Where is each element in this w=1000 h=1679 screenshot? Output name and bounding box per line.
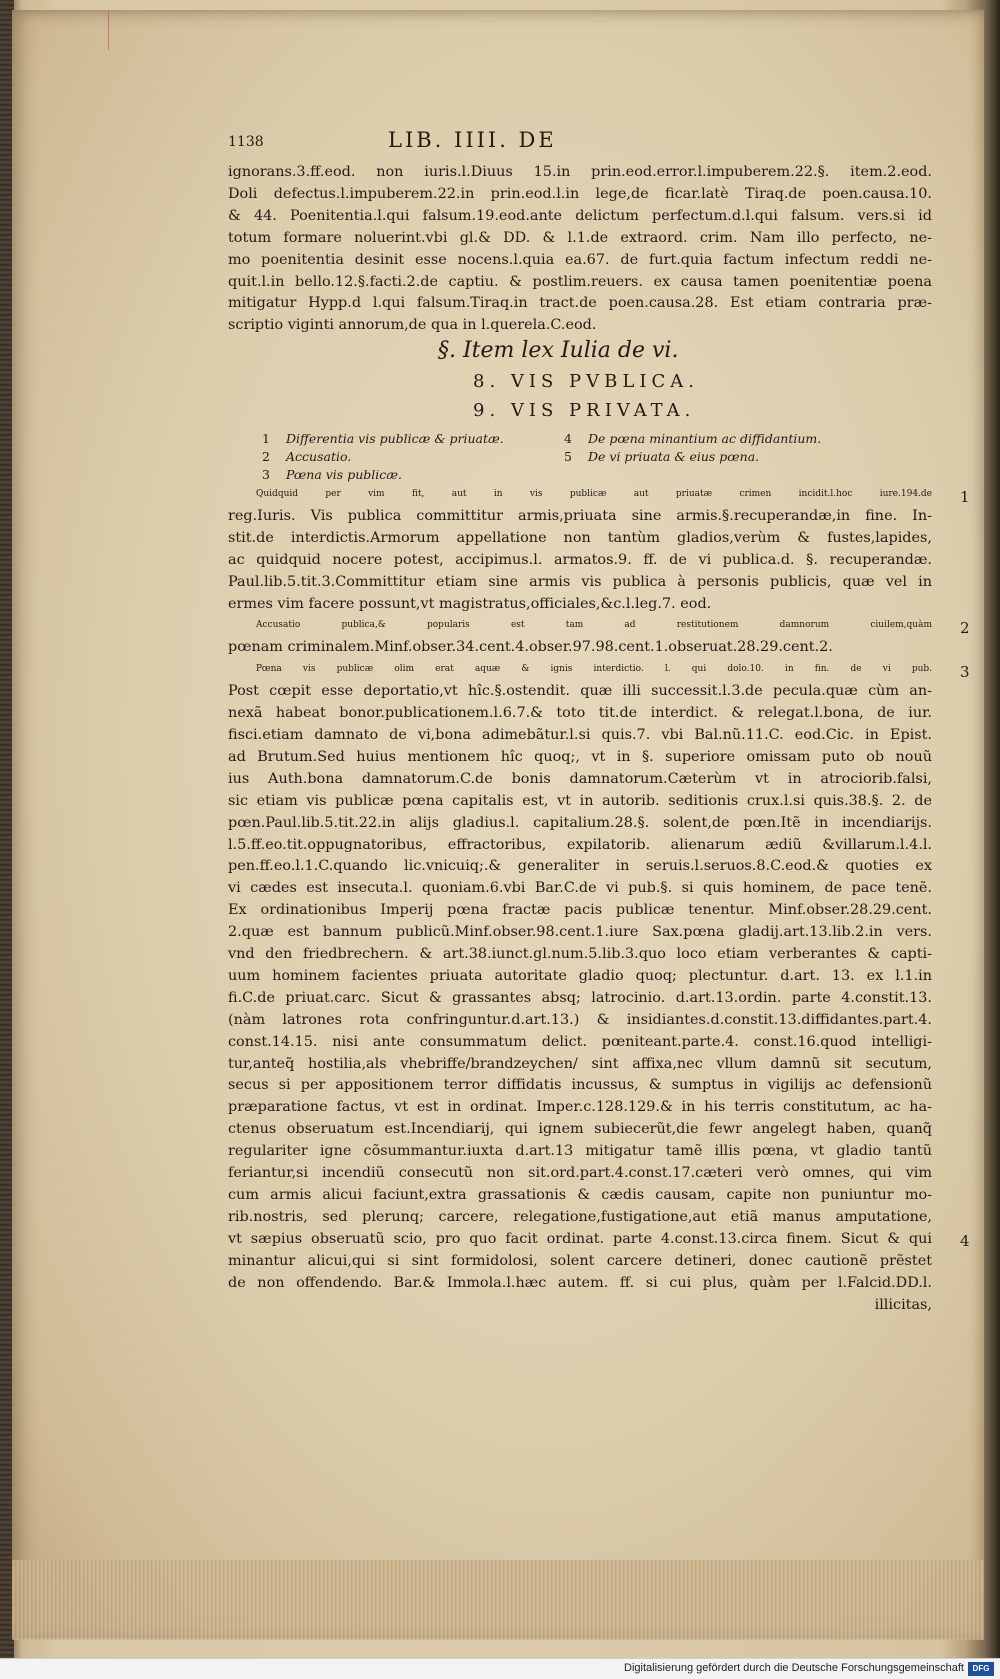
dfg-logo: DFG	[968, 1662, 994, 1676]
folio-number: 1138	[228, 134, 264, 150]
text-line: (nàm latrones rota confringuntur.d.art.13.) & insidiantes.d.constit.13.diffidantes.part.4.	[228, 1011, 932, 1028]
text-line: uum hominem facientes priuata autoritate gladio quoq; plectuntur. d.art. 13. ex l.1.in	[228, 967, 932, 984]
text-line: quit.l.in bello.12.§.facti.2.de captiu. & postlim.reuers. ex causa tamen poenitentiæ poena	[228, 273, 932, 290]
text-line: de non offendendo. Bar.& Immola.l.hæc autem. ff. si cui plus, quàm per l.Falcid.DD.l.	[228, 1274, 932, 1291]
section-heading: §. Item lex Iulia de vi.	[438, 338, 679, 363]
text-line: ad Brutum.Sed huius mentionem hîc quoq;, vt in §. superiore omissam puto ob nouũ	[228, 748, 932, 765]
text-line: l.5.ff.eo.tit.oppugnatoribus, effractoribus, expilatorib. alienarum ædiũ &villarum.l.4.l.	[228, 836, 932, 853]
text-line: illicitas,	[874, 1296, 932, 1313]
margin-number: 2	[960, 619, 970, 637]
subheading-vis-privata: 9. VIS PRIVATA.	[473, 400, 696, 421]
text-line: feriantur,si incendiũ consecutũ non sit.ord.part.4.const.17.cæteri verò omnes, qui vim	[228, 1165, 932, 1182]
footer-bar	[0, 1658, 1000, 1679]
page-mark	[108, 10, 109, 50]
text-line: secus si per appositionem terror diffidatis incussus, & sumptus in vigilijs ac defensionũ	[228, 1077, 932, 1094]
summary-item: 3 Pœna vis publicæ.	[262, 467, 402, 482]
text-line: præparatione factus, vt est in ordinat. Imper.c.128.129.& in his terris constitutum, ac ha-	[228, 1099, 932, 1116]
text-line: pœnam criminalem.Minf.obser.34.cent.4.obser.97.98.cent.1.obseruat.28.29.cent.2.	[228, 639, 833, 656]
funding-notice: Digitalisierung gefördert durch die Deutsche Forschungsgemeinschaft	[624, 1662, 964, 1674]
text-line: minantur alicui,qui si sint formidolosi, solent carcere detineri, donec cautionẽ prẽstet	[228, 1252, 932, 1269]
text-line: Ex ordinationibus Imperij pœna fractæ pacis publicæ tenentur. Minf.obser.28.29.cent.	[228, 902, 932, 919]
text-line: mo poenitentia desinit esse nocens.l.quia ea.67. de furt.quia factum infectum reddi ne-	[228, 251, 932, 268]
text-line: cum armis alicui faciunt,extra grassationis & cædis causam, capite non puniuntur mo-	[228, 1187, 932, 1203]
page-stack-edge	[12, 1560, 984, 1640]
text-line: fisci.etiam damnato de vi,bona adimebãtur.l.si quis.7. vbi Bal.nũ.11.C. eod.Cic. in Epist.	[228, 726, 932, 743]
text-line: ius Auth.bona damnatorum.C.de bonis damnatorum.Cæterùm vt in atrociorib.falsi,	[228, 770, 932, 787]
text-line: Pœna vis publicæ olim erat aquæ & ignis interdictio. l. qui dolo.10. in fin. de vi pub.	[256, 664, 932, 675]
text-line: totum formare noluerint.vbi gl.& DD. & l.1.de extraord. crim. Nam illo perfecto, ne-	[228, 229, 932, 246]
top-paragraph	[228, 162, 932, 337]
text-line: Doli defectus.l.impuberem.22.in prin.eod.l.in lege,de ficar.latè Tiraq.de poen.causa.10.	[228, 185, 932, 202]
text-line: 2.quæ est bannum publicũ.Minf.obser.98.cent.1.iure Sax.pœna gladij.art.13.lib.2.in vers.	[228, 924, 932, 941]
text-line: tur,anteq̃ hostilia,als vhebriffe/brandzeychen/ sint affixa,nec vllum damnũ sit secutum,	[228, 1055, 932, 1072]
text-line: fi.C.de priuat.carc. Sicut & grassantes absq; latrocinio. d.art.13.ordin. parte 4.constit.13.	[228, 989, 932, 1006]
text-line: Paul.lib.5.tit.3.Committitur etiam sine armis vis publica à personis publicis, quæ vel in	[228, 573, 932, 590]
text-line: pœn.Paul.lib.5.tit.22.in alijs gladius.l. capitalium.28.§. solent,de pœn.Itẽ in incendiarijs.	[228, 814, 932, 831]
text-line: vi cædes est insecuta.l. quoniam.6.vbi Bar.C.de vi pub.§. si quis hominem, de pace tenẽ.	[228, 880, 932, 897]
text-line: sic etiam vis publicæ pœna capitalis est, vt in autorib. seditionis crux.l.si quis.38.§. 2. de	[228, 792, 932, 809]
main-paragraphs	[228, 484, 932, 1316]
summary-item: 1 Differentia vis publicæ & priuatæ.	[262, 431, 504, 446]
text-line: pen.ff.eo.l.1.C.quando lic.vnicuiq;.& generaliter in seruis.l.seruos.8.C.eod.& quoties ex	[228, 858, 932, 875]
summary-item: 2 Accusatio.	[262, 449, 352, 464]
text-line: scriptio viginti annorum,de qua in l.querela.C.eod.	[228, 317, 597, 334]
margin-number: 4	[960, 1232, 970, 1250]
text-line: reg.Iuris. Vis publica committitur armis,priuata sine armis.§.recuperandæ,in fine. In-	[228, 507, 932, 524]
text-line: Quidquid per vim fit, aut in vis publicæ aut priuatæ crimen incidit.l.hoc iure.194.de	[256, 489, 932, 499]
text-line: regulariter igne cõsummantur.iuxta d.art.13 mitigatur tamẽ illis pœna, vt gladio tantũ	[228, 1143, 932, 1160]
text-line: rib.nostris, sed plerunq; carcere, relegatione,fustigatione,aut etiã manus amputatione,	[228, 1208, 932, 1225]
subheading-vis-publica: 8. VIS PVBLICA.	[473, 371, 699, 392]
text-line: & 44. Poenitentia.l.qui falsum.19.eod.ante delictum perfectum.d.l.qui falsum. vers.si id	[228, 207, 932, 224]
summary-list-left	[262, 430, 504, 484]
text-line: ac quidquid nocere potest, accipimus.l. armatos.9. ff. de vi publica.d. §. recuperandæ.	[228, 551, 932, 568]
text-line: Accusatio publica,& popularis est tam ad restitutionem damnorum ciuilem,quàm	[256, 620, 932, 631]
text-line: vt sæpius obseruatũ scio, pro quo facit ordinat. parte 4.const.13.circa finem. Sicut & qui	[228, 1230, 932, 1247]
summary-item: 5 De vi priuata & eius pœna.	[564, 449, 760, 464]
text-line: ermes vim facere possunt,vt magistratus,officiales,&c.l.leg.7. eod.	[228, 595, 712, 612]
text-line: vnd den friedbrechern. & art.38.iunct.gl.num.5.lib.3.quo loco etiam verberantes & capti-	[228, 946, 932, 963]
margin-number: 3	[960, 663, 970, 681]
margin-number: 1	[960, 488, 970, 506]
text-line: mitigatur Hypp.d l.qui falsum.Tiraq.in tract.de poen.causa.28. Est etiam contraria præ-	[228, 295, 932, 312]
text-line: nexã habeat bonor.publicationem.l.6.7.& toto tit.de interdict. & relegat.l.bona, de iur.	[228, 705, 932, 722]
summary-list-right	[564, 430, 821, 466]
summary-item: 4 De pœna minantium ac diffidantium.	[564, 431, 822, 446]
text-line: Post cœpit esse deportatio,vt hîc.§.ostendit. quæ illi successit.l.3.de pecula.quæ cùm an-	[228, 683, 932, 700]
running-head: LIB. IIII. DE	[388, 128, 557, 152]
text-line: ctenus obseruatum est.Incendiarij, qui ignem subiecerũt,die fewr angelegt haben, quanq̃	[228, 1121, 932, 1138]
text-line: const.14.15. nisi ante consummatum delict. pœniteant.parte.4. const.16.quod intelligi-	[228, 1033, 932, 1050]
text-line: ignorans.3.ff.eod. non iuris.l.Diuus 15.in prin.eod.error.l.impuberem.22.§. item.2.eod.	[228, 164, 932, 180]
text-line: stit.de interdictis.Armorum appellatione non tantùm gladios,verùm & fustes,lapides,	[228, 529, 932, 546]
